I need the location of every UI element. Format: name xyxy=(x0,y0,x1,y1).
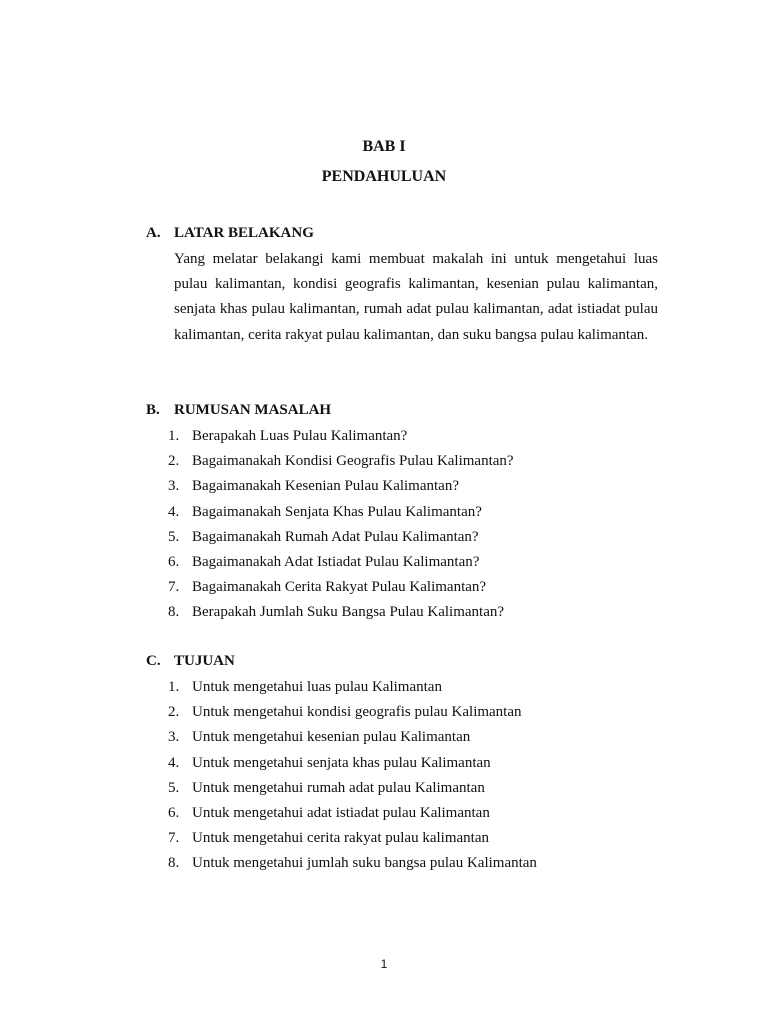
list-item-text: Untuk mengetahui adat istiadat pulau Kalimantan xyxy=(192,804,490,821)
list-item-text: Untuk mengetahui senjata khas pulau Kalimantan xyxy=(192,754,491,771)
list-item xyxy=(168,525,514,550)
list-item-text: Untuk mengetahui kondisi geografis pulau Kalimantan xyxy=(192,704,522,721)
list-item xyxy=(168,675,537,700)
list-item xyxy=(168,725,537,750)
list-item-text: Untuk mengetahui kesenian pulau Kalimantan xyxy=(192,729,471,746)
list-item-number: 5. xyxy=(168,779,180,796)
list-item xyxy=(168,801,537,826)
list-item-text: Berapakah Luas Pulau Kalimantan? xyxy=(192,428,408,444)
section-heading-tujuan xyxy=(146,653,235,670)
list-item-text: Berapakah Jumlah Suku Bangsa Pulau Kalimantan? xyxy=(192,604,505,621)
list-item-number: 4. xyxy=(168,503,180,520)
list-item-number: 7. xyxy=(168,579,180,596)
list-item xyxy=(168,826,537,851)
list-item xyxy=(168,575,514,600)
list-item-number: 2. xyxy=(168,453,180,470)
list-item-number: 3. xyxy=(168,729,180,746)
list-item-number: 6. xyxy=(168,804,180,821)
list-item-number: 8. xyxy=(168,855,180,872)
list-item-text: Untuk mengetahui cerita rakyat pulau kalimantan xyxy=(192,830,489,847)
list-item-text: Bagaimanakah Kondisi Geografis Pulau Kalimantan? xyxy=(192,453,514,470)
section-title: TUJUAN xyxy=(174,653,235,669)
chapter-title: PENDAHULUAN xyxy=(321,168,447,185)
list-item-text: Bagaimanakah Senjata Khas Pulau Kalimantan? xyxy=(192,503,482,520)
section-title: RUMUSAN MASALAH xyxy=(174,402,332,418)
list-item-number: 3. xyxy=(168,478,180,495)
section-heading-rumusan-masalah xyxy=(146,402,331,419)
list-item-number: 6. xyxy=(168,553,180,570)
list-item-number: 5. xyxy=(168,528,180,545)
chapter-number: BAB I xyxy=(362,138,406,155)
list-item xyxy=(168,600,514,625)
list-item-number: 1. xyxy=(168,428,180,444)
list-item-text: Bagaimanakah Kesenian Pulau Kalimantan? xyxy=(192,478,459,495)
list-item-text: Bagaimanakah Rumah Adat Pulau Kalimantan? xyxy=(192,528,479,545)
list-item-text: Untuk mengetahui rumah adat pulau Kalimantan xyxy=(192,779,485,796)
list-item-text: Untuk mengetahui jumlah suku bangsa pulau Kalimantan xyxy=(192,855,537,872)
section-letter: B. xyxy=(146,402,160,418)
list-item xyxy=(168,776,537,801)
section-letter: C. xyxy=(146,653,161,669)
list-item-text: Bagaimanakah Adat Istiadat Pulau Kalimantan? xyxy=(192,553,480,570)
list-item-number: 7. xyxy=(168,830,180,847)
section-letter: A. xyxy=(146,225,161,241)
list-item-number: 1. xyxy=(168,679,180,695)
list-item xyxy=(168,550,514,575)
list-item-number: 8. xyxy=(168,604,180,621)
problem-statement-list xyxy=(168,424,514,626)
list-item xyxy=(168,700,537,725)
list-item xyxy=(168,500,514,525)
list-item xyxy=(168,851,537,876)
section-title: LATAR BELAKANG xyxy=(174,225,314,241)
list-item-text: Bagaimanakah Cerita Rakyat Pulau Kalimantan? xyxy=(192,579,487,596)
page-number: 1 xyxy=(380,957,388,971)
background-paragraph: Yang melatar belakangi kami membuat makalah ini untuk mengetahui luas pulau kalimantan, kondisi geografis kalimantan, kesenian pulau kalimantan, senjata khas pulau kalimantan, rumah adat pulau kalimantan, adat istiadat pulau kalimantan, cerita rakyat pulau kalimantan, dan suku bangsa pulau kalimantan. xyxy=(174,251,658,343)
list-item xyxy=(168,474,514,499)
list-item-number: 4. xyxy=(168,754,180,771)
list-item-number: 2. xyxy=(168,704,180,721)
list-item-text: Untuk mengetahui luas pulau Kalimantan xyxy=(192,679,442,695)
list-item xyxy=(168,449,514,474)
section-heading-latar-belakang xyxy=(146,225,314,242)
list-item xyxy=(168,751,537,776)
list-item xyxy=(168,424,514,449)
objectives-list xyxy=(168,675,537,877)
